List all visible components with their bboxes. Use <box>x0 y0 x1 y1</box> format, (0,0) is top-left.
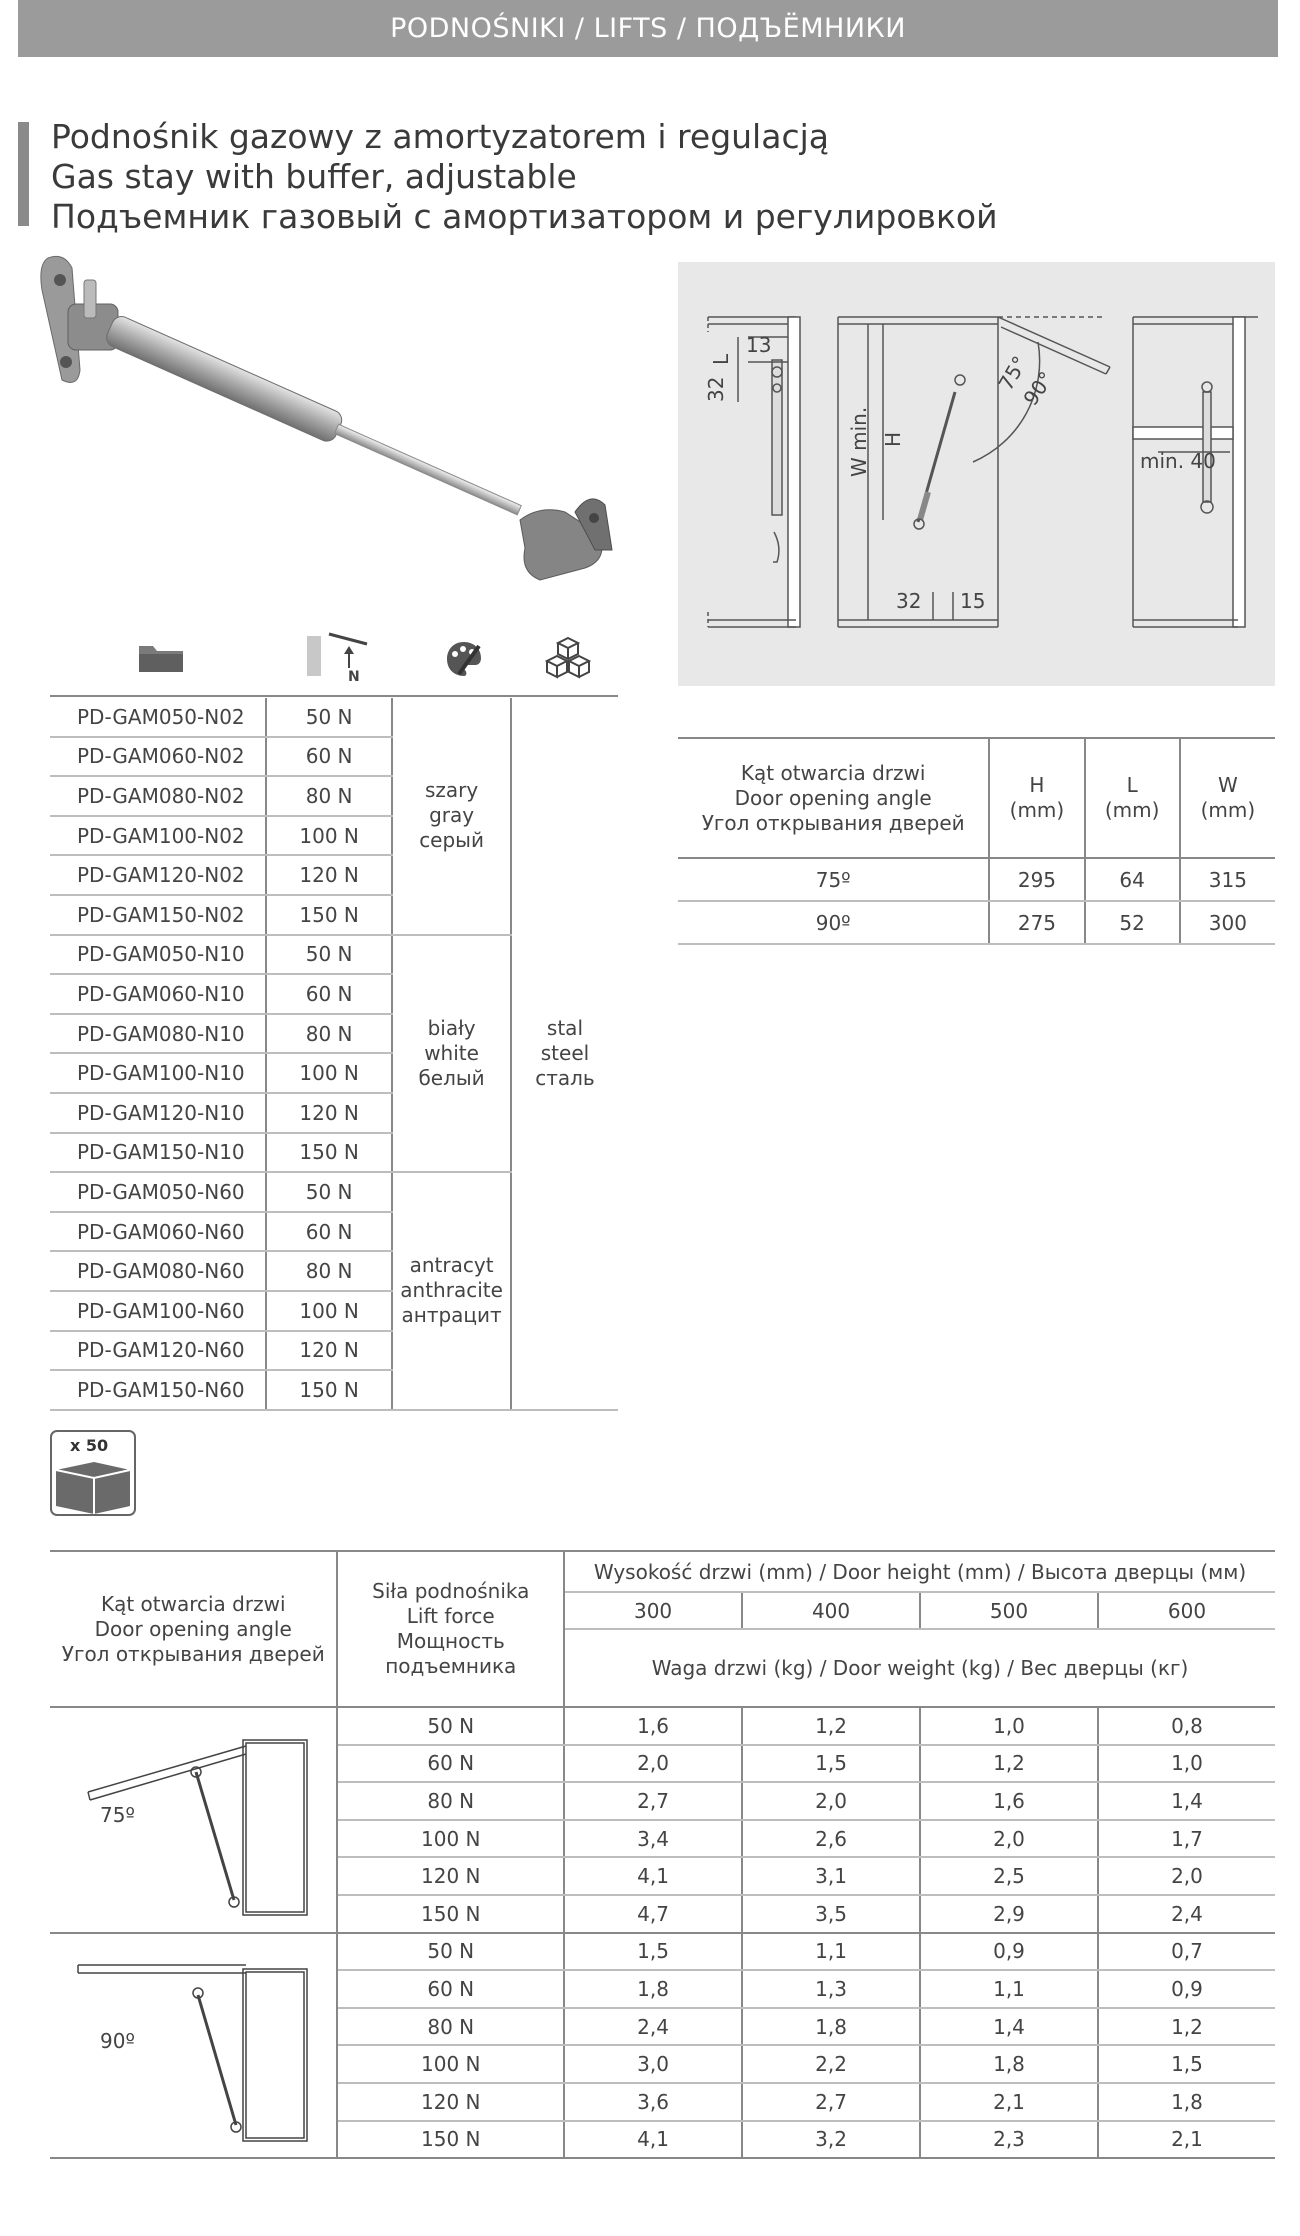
table-header-row <box>50 1552 1275 1592</box>
col-h-label: H <box>1029 773 1045 797</box>
angle-value: 90º <box>678 901 989 944</box>
lift-force: 80 N <box>337 1782 564 1820</box>
lift-force: 50 N <box>266 935 392 975</box>
lift-force: 80 N <box>266 776 392 816</box>
weight-600: 2,0 <box>1098 1857 1275 1895</box>
weight-600: 1,7 <box>1098 1820 1275 1858</box>
weight-300: 3,0 <box>564 2045 742 2083</box>
product-name-en: Gas stay with buffer, adjustable <box>51 157 577 196</box>
color-en: gray <box>429 803 475 828</box>
table-row <box>678 858 1275 901</box>
weight-400: 1,3 <box>742 1970 920 2008</box>
material-pl: stal <box>546 1015 583 1040</box>
l-value: 64 <box>1085 858 1180 901</box>
dim-min-40: min. 40 <box>1140 449 1216 473</box>
weight-500: 1,1 <box>920 1970 1098 2008</box>
height-300: 300 <box>564 1592 742 1629</box>
lift-force: 60 N <box>266 1212 392 1252</box>
angle-value: 75º <box>678 858 989 901</box>
col-l-label: L <box>1126 773 1138 797</box>
dim-75-deg: 75° <box>993 351 1033 395</box>
angle-90-label: 90º <box>100 2028 135 2053</box>
product-code: PD-GAM060-N10 <box>50 974 266 1014</box>
angle-dimension-table <box>678 737 1275 945</box>
col-w-header <box>1180 738 1275 858</box>
angle-header-ru: Угол открывания дверей <box>61 1641 325 1666</box>
product-table <box>50 698 618 1411</box>
product-code: PD-GAM080-N60 <box>50 1251 266 1291</box>
product-code: PD-GAM060-N60 <box>50 1212 266 1252</box>
door-height-header: Wysokość drzwi (mm) / Door height (mm) / Высота дверцы (мм) <box>564 1552 1275 1592</box>
dim-w-min: W min. <box>847 406 871 477</box>
color-cell-gray <box>392 698 511 935</box>
product-code: PD-GAM150-N10 <box>50 1133 266 1173</box>
angle-header-en: Door opening angle <box>734 785 932 810</box>
col-l-unit: (mm) <box>1104 798 1160 822</box>
color-pl: szary <box>424 778 479 803</box>
color-en: anthracite <box>400 1278 503 1303</box>
col-h-header <box>989 738 1084 858</box>
weight-500: 1,8 <box>920 2045 1098 2083</box>
weight-300: 1,6 <box>564 1707 742 1745</box>
h-value: 275 <box>989 901 1084 944</box>
weight-300: 1,5 <box>564 1933 742 1971</box>
product-image <box>20 250 620 610</box>
color-ru: белый <box>418 1065 485 1090</box>
dim-32-horizontal: 32 <box>896 589 922 613</box>
lift-force: 50 N <box>337 1707 564 1745</box>
product-code: PD-GAM100-N02 <box>50 816 266 856</box>
weight-600: 1,8 <box>1098 2083 1275 2121</box>
lift-force: 60 N <box>266 974 392 1014</box>
l-value: 52 <box>1085 901 1180 944</box>
weight-400: 1,2 <box>742 1707 920 1745</box>
product-code: PD-GAM120-N10 <box>50 1093 266 1133</box>
dim-13: 13 <box>746 333 772 357</box>
dim-l: L <box>709 353 733 365</box>
w-value: 315 <box>1180 858 1275 901</box>
weight-500: 2,5 <box>920 1857 1098 1895</box>
folder-icon <box>137 640 187 676</box>
height-500: 500 <box>920 1592 1098 1629</box>
weight-600: 1,2 <box>1098 2008 1275 2046</box>
product-code: PD-GAM100-N10 <box>50 1053 266 1093</box>
force-unit-label: N <box>348 669 360 685</box>
weight-600: 0,7 <box>1098 1933 1275 1971</box>
col-w-label: W <box>1217 773 1238 797</box>
table-row <box>50 698 618 737</box>
color-cell-white <box>392 935 511 1173</box>
lift-force: 100 N <box>337 1820 564 1858</box>
product-code: PD-GAM150-N02 <box>50 895 266 935</box>
weight-600: 0,8 <box>1098 1707 1275 1745</box>
door-weight-header: Waga drzwi (kg) / Door weight (kg) / Вес дверцы (кг) <box>564 1629 1275 1707</box>
weight-500: 1,2 <box>920 1745 1098 1783</box>
table-row <box>50 1707 1275 1745</box>
angle-header-pl: Kąt otwarcia drzwi <box>740 760 926 785</box>
material-ru: сталь <box>535 1065 595 1090</box>
installation-diagram-drawing <box>678 262 1275 686</box>
lift-force: 150 N <box>266 895 392 935</box>
weight-500: 2,1 <box>920 2083 1098 2121</box>
section-header <box>18 0 1278 57</box>
title-accent-bar <box>18 122 29 226</box>
angle-header-ru: Угол открывания дверей <box>701 810 965 835</box>
lift-force: 150 N <box>337 1895 564 1933</box>
col-l-header <box>1085 738 1180 858</box>
weight-500: 1,6 <box>920 1782 1098 1820</box>
force-header-pl: Siła podnośnika <box>372 1579 530 1603</box>
table-row <box>50 1933 1275 1971</box>
color-pl: antracyt <box>409 1253 494 1278</box>
col-w-unit: (mm) <box>1200 798 1256 822</box>
weight-400: 2,6 <box>742 1820 920 1858</box>
weight-500: 2,9 <box>920 1895 1098 1933</box>
lift-force: 80 N <box>337 2008 564 2046</box>
weight-400: 3,1 <box>742 1857 920 1895</box>
table-row <box>678 901 1275 944</box>
dim-h: H <box>881 431 905 447</box>
force-header-ru: Мощность <box>396 1629 505 1653</box>
load-table <box>50 1552 1275 2159</box>
weight-500: 2,3 <box>920 2121 1098 2159</box>
angle-90-cell <box>50 1933 337 2159</box>
angle-75-label: 75º <box>100 1803 135 1827</box>
product-code: PD-GAM080-N10 <box>50 1014 266 1054</box>
force-header <box>337 1552 564 1707</box>
col-h-unit: (mm) <box>1009 798 1065 822</box>
weight-400: 3,5 <box>742 1895 920 1933</box>
h-value: 295 <box>989 858 1084 901</box>
force-bar-icon <box>307 636 321 676</box>
weight-400: 1,8 <box>742 2008 920 2046</box>
lift-force: 50 N <box>266 698 392 737</box>
weight-300: 2,4 <box>564 2008 742 2046</box>
weight-400: 1,1 <box>742 1933 920 1971</box>
material-cell <box>511 698 618 1410</box>
lift-force: 120 N <box>266 1093 392 1133</box>
lift-force: 100 N <box>266 1291 392 1331</box>
dim-15: 15 <box>960 589 986 613</box>
product-code: PD-GAM050-N02 <box>50 698 266 737</box>
weight-600: 1,0 <box>1098 1745 1275 1783</box>
color-cell-anthracite <box>392 1172 511 1410</box>
lift-force: 60 N <box>337 1745 564 1783</box>
weight-300: 3,6 <box>564 2083 742 2121</box>
product-code: PD-GAM050-N60 <box>50 1172 266 1212</box>
weight-300: 4,1 <box>564 1857 742 1895</box>
lift-force: 100 N <box>266 1053 392 1093</box>
section-title: PODNOŚNIKI / LIFTS / ПОДЪЁМНИКИ <box>390 13 906 44</box>
lift-force: 120 N <box>337 2083 564 2121</box>
angle-header-pl: Kąt otwarcia drzwi <box>100 1591 286 1616</box>
lift-force: 50 N <box>266 1172 392 1212</box>
angle-75-cell <box>50 1707 337 1933</box>
weight-300: 4,7 <box>564 1895 742 1933</box>
weight-400: 2,0 <box>742 1782 920 1820</box>
material-en: steel <box>540 1040 590 1065</box>
lift-force: 120 N <box>337 1857 564 1895</box>
lift-force: 120 N <box>266 855 392 895</box>
weight-600: 1,5 <box>1098 2045 1275 2083</box>
lift-force: 100 N <box>266 816 392 856</box>
weight-400: 2,2 <box>742 2045 920 2083</box>
force-header-en: Lift force <box>406 1604 495 1628</box>
table-header-row <box>678 738 1275 858</box>
color-en: white <box>424 1040 479 1065</box>
height-600: 600 <box>1098 1592 1275 1629</box>
product-code: PD-GAM150-N60 <box>50 1370 266 1410</box>
weight-300: 3,4 <box>564 1820 742 1858</box>
lift-force: 60 N <box>266 737 392 777</box>
product-name-ru: Подъемник газовый с амортизатором и регулировкой <box>51 197 998 236</box>
product-code: PD-GAM050-N10 <box>50 935 266 975</box>
weight-500: 2,0 <box>920 1820 1098 1858</box>
weight-300: 2,0 <box>564 1745 742 1783</box>
weight-500: 1,4 <box>920 2008 1098 2046</box>
lift-force: 150 N <box>266 1370 392 1410</box>
weight-300: 2,7 <box>564 1782 742 1820</box>
package-quantity: x 50 <box>70 1436 109 1455</box>
weight-500: 1,0 <box>920 1707 1098 1745</box>
angle-header-en: Door opening angle <box>94 1616 292 1641</box>
weight-400: 3,2 <box>742 2121 920 2159</box>
lift-force: 80 N <box>266 1251 392 1291</box>
weight-500: 0,9 <box>920 1933 1098 1971</box>
lift-force: 150 N <box>266 1133 392 1173</box>
weight-400: 2,7 <box>742 2083 920 2121</box>
dim-90-deg: 90° <box>1018 367 1059 410</box>
weight-600: 0,9 <box>1098 1970 1275 2008</box>
color-pl: biały <box>427 1015 476 1040</box>
product-code: PD-GAM120-N60 <box>50 1331 266 1371</box>
lift-force: 100 N <box>337 2045 564 2083</box>
dim-32-vertical: 32 <box>704 376 728 402</box>
lift-force: 120 N <box>266 1331 392 1371</box>
weight-300: 4,1 <box>564 2121 742 2159</box>
w-value: 300 <box>1180 901 1275 944</box>
height-400: 400 <box>742 1592 920 1629</box>
color-ru: антрацит <box>401 1303 502 1328</box>
product-code: PD-GAM080-N02 <box>50 776 266 816</box>
lift-force: 60 N <box>337 1970 564 2008</box>
weight-300: 1,8 <box>564 1970 742 2008</box>
product-name-pl: Podnośnik gazowy z amortyzatorem i regulacją <box>51 117 829 156</box>
product-code: PD-GAM120-N02 <box>50 855 266 895</box>
weight-600: 2,1 <box>1098 2121 1275 2159</box>
weight-400: 1,5 <box>742 1745 920 1783</box>
force-header-ru-2: подъемника <box>385 1654 517 1678</box>
angle-header <box>50 1552 337 1707</box>
angle-header <box>678 738 989 858</box>
lift-force: 80 N <box>266 1014 392 1054</box>
cubes-icon <box>545 636 591 680</box>
weight-600: 2,4 <box>1098 1895 1275 1933</box>
product-code: PD-GAM060-N02 <box>50 737 266 777</box>
color-ru: серый <box>419 828 484 853</box>
lift-force: 50 N <box>337 1933 564 1971</box>
lift-force: 150 N <box>337 2121 564 2159</box>
palette-icon <box>445 640 483 678</box>
product-table-top-rule <box>50 695 618 697</box>
weight-600: 1,4 <box>1098 1782 1275 1820</box>
product-code: PD-GAM100-N60 <box>50 1291 266 1331</box>
